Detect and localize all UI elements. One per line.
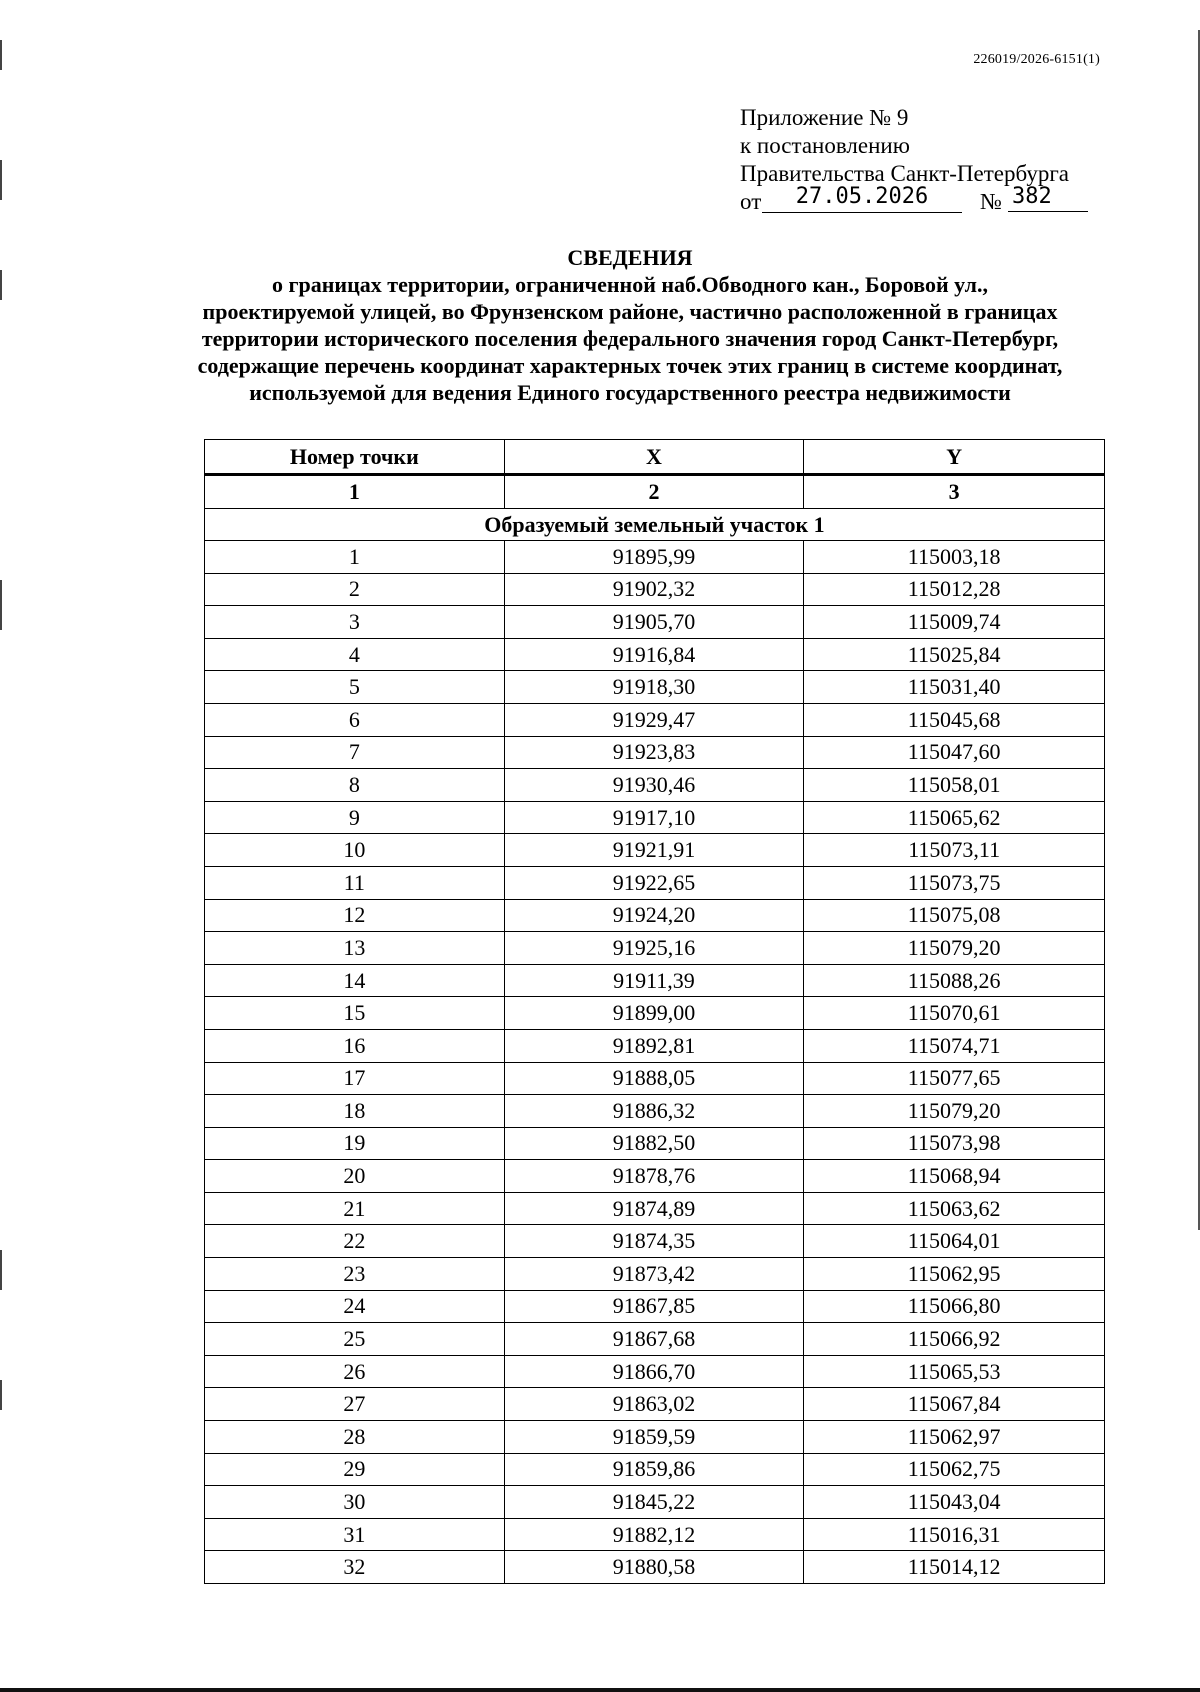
table-row (205, 1355, 1105, 1388)
point-number-cell: 9 (205, 801, 505, 834)
x-coordinate-cell: 91867,85 (504, 1290, 804, 1323)
point-number-cell: 10 (205, 834, 505, 867)
x-coordinate-cell: 91921,91 (504, 834, 804, 867)
point-number-cell: 24 (205, 1290, 505, 1323)
point-number-cell: 30 (205, 1486, 505, 1519)
column-number: 3 (804, 475, 1105, 509)
x-coordinate-cell: 91859,86 (504, 1453, 804, 1486)
resolution-number: 382 (1008, 182, 1088, 212)
y-coordinate-cell: 115073,98 (804, 1127, 1105, 1160)
point-number-cell: 31 (205, 1518, 505, 1551)
appendix-government: Правительства Санкт-Петербурга (740, 161, 1069, 186)
y-coordinate-cell: 115003,18 (804, 541, 1105, 574)
table-row (205, 1029, 1105, 1062)
point-number-cell: 16 (205, 1029, 505, 1062)
table-row (205, 1518, 1105, 1551)
date-prefix: от (740, 189, 762, 214)
table-row (205, 964, 1105, 997)
y-coordinate-cell: 115067,84 (804, 1388, 1105, 1421)
subtitle-line: используемой для ведения Единого государственного реестра недвижимости (249, 380, 1011, 405)
table-row (205, 1453, 1105, 1486)
x-coordinate-cell: 91878,76 (504, 1160, 804, 1193)
table-row (205, 1323, 1105, 1356)
x-coordinate-cell: 91888,05 (504, 1062, 804, 1095)
x-coordinate-cell: 91918,30 (504, 671, 804, 704)
document-registration-number: 226019/2026-6151(1) (973, 52, 1100, 67)
y-coordinate-cell: 115066,80 (804, 1290, 1105, 1323)
table-row (205, 606, 1105, 639)
y-coordinate-cell: 115014,12 (804, 1551, 1105, 1584)
point-number-cell: 20 (205, 1160, 505, 1193)
point-number-cell: 29 (205, 1453, 505, 1486)
x-coordinate-cell: 91867,68 (504, 1323, 804, 1356)
header-y: Y (804, 440, 1105, 475)
point-number-cell: 8 (205, 769, 505, 802)
point-number-cell: 7 (205, 736, 505, 769)
x-coordinate-cell: 91873,42 (504, 1258, 804, 1291)
point-number-cell: 18 (205, 1095, 505, 1128)
table-row (205, 834, 1105, 867)
x-coordinate-cell: 91874,35 (504, 1225, 804, 1258)
point-number-cell: 22 (205, 1225, 505, 1258)
x-coordinate-cell: 91905,70 (504, 606, 804, 639)
subtitle-line: содержащие перечень координат характерных точек этих границ в системе координат, (197, 353, 1063, 378)
table-row (205, 997, 1105, 1030)
point-number-cell: 6 (205, 703, 505, 736)
x-coordinate-cell: 91845,22 (504, 1486, 804, 1519)
table-row (205, 1127, 1105, 1160)
table-row (205, 1095, 1105, 1128)
table-row (205, 769, 1105, 802)
y-coordinate-cell: 115079,20 (804, 1095, 1105, 1128)
table-row (205, 1160, 1105, 1193)
point-number-cell: 21 (205, 1192, 505, 1225)
x-coordinate-cell: 91899,00 (504, 997, 804, 1030)
x-coordinate-cell: 91882,50 (504, 1127, 804, 1160)
x-coordinate-cell: 91886,32 (504, 1095, 804, 1128)
y-coordinate-cell: 115073,11 (804, 834, 1105, 867)
x-coordinate-cell: 91929,47 (504, 703, 804, 736)
table-row (205, 541, 1105, 574)
x-coordinate-cell: 91922,65 (504, 866, 804, 899)
x-coordinate-cell: 91866,70 (504, 1355, 804, 1388)
point-number-cell: 25 (205, 1323, 505, 1356)
subtitle-line: о границах территории, ограниченной наб.Обводного кан., Боровой ул., (272, 272, 988, 297)
table-row (205, 1551, 1105, 1584)
x-coordinate-cell: 91917,10 (504, 801, 804, 834)
appendix-title: Приложение № 9 (740, 105, 909, 130)
y-coordinate-cell: 115074,71 (804, 1029, 1105, 1062)
table-row (205, 899, 1105, 932)
table-row (205, 1486, 1105, 1519)
table-row (205, 1388, 1105, 1421)
point-number-cell: 2 (205, 573, 505, 606)
y-coordinate-cell: 115070,61 (804, 997, 1105, 1030)
x-coordinate-cell: 91892,81 (504, 1029, 804, 1062)
y-coordinate-cell: 115031,40 (804, 671, 1105, 704)
y-coordinate-cell: 115064,01 (804, 1225, 1105, 1258)
y-coordinate-cell: 115077,65 (804, 1062, 1105, 1095)
table-row (205, 866, 1105, 899)
point-number-cell: 5 (205, 671, 505, 704)
column-number-row (205, 475, 1105, 509)
point-number-cell: 32 (205, 1551, 505, 1584)
point-number-cell: 27 (205, 1388, 505, 1421)
table-row (205, 638, 1105, 671)
point-number-cell: 15 (205, 997, 505, 1030)
table-row (205, 1290, 1105, 1323)
x-coordinate-cell: 91916,84 (504, 638, 804, 671)
table-row (205, 932, 1105, 965)
y-coordinate-cell: 115079,20 (804, 932, 1105, 965)
x-coordinate-cell: 91902,32 (504, 573, 804, 606)
scan-left-edge (0, 0, 4, 1692)
point-number-cell: 14 (205, 964, 505, 997)
section-row (205, 509, 1105, 541)
coordinates-table (204, 439, 1105, 1584)
y-coordinate-cell: 115066,92 (804, 1323, 1105, 1356)
y-coordinate-cell: 115065,62 (804, 801, 1105, 834)
y-coordinate-cell: 115043,04 (804, 1486, 1105, 1519)
table-row (205, 703, 1105, 736)
appendix-block (740, 104, 1140, 216)
point-number-cell: 1 (205, 541, 505, 574)
y-coordinate-cell: 115058,01 (804, 769, 1105, 802)
appendix-resolution-label: к постановлению (740, 133, 910, 158)
point-number-cell: 3 (205, 606, 505, 639)
x-coordinate-cell: 91859,59 (504, 1421, 804, 1454)
y-coordinate-cell: 115075,08 (804, 899, 1105, 932)
header-point-number: Номер точки (205, 440, 505, 475)
table-row (205, 573, 1105, 606)
y-coordinate-cell: 115065,53 (804, 1355, 1105, 1388)
scan-bottom-edge (0, 1688, 1200, 1692)
y-coordinate-cell: 115062,75 (804, 1453, 1105, 1486)
y-coordinate-cell: 115073,75 (804, 866, 1105, 899)
y-coordinate-cell: 115009,74 (804, 606, 1105, 639)
point-number-cell: 17 (205, 1062, 505, 1095)
column-number: 2 (504, 475, 804, 509)
appendix-date-line (740, 184, 1140, 216)
table-header-row (205, 440, 1105, 475)
point-number-cell: 11 (205, 866, 505, 899)
x-coordinate-cell: 91911,39 (504, 964, 804, 997)
point-number-cell: 19 (205, 1127, 505, 1160)
point-number-cell: 13 (205, 932, 505, 965)
x-coordinate-cell: 91895,99 (504, 541, 804, 574)
number-sign: № (980, 189, 1002, 214)
subtitle-line: территории исторического поселения федерального значения город Санкт-Петербург, (201, 326, 1059, 351)
table-row (205, 1192, 1105, 1225)
point-number-cell: 23 (205, 1258, 505, 1291)
document-title-block (130, 244, 1130, 406)
y-coordinate-cell: 115016,31 (804, 1518, 1105, 1551)
y-coordinate-cell: 115025,84 (804, 638, 1105, 671)
y-coordinate-cell: 115047,60 (804, 736, 1105, 769)
point-number-cell: 12 (205, 899, 505, 932)
x-coordinate-cell: 91930,46 (504, 769, 804, 802)
x-coordinate-cell: 91924,20 (504, 899, 804, 932)
subtitle-line: проектируемой улицей, во Фрунзенском районе, частично расположенной в границах (202, 299, 1058, 324)
x-coordinate-cell: 91882,12 (504, 1518, 804, 1551)
table-row (205, 1258, 1105, 1291)
table-row (205, 801, 1105, 834)
y-coordinate-cell: 115068,94 (804, 1160, 1105, 1193)
table-row (205, 671, 1105, 704)
coordinates-body (205, 541, 1105, 1584)
x-coordinate-cell: 91863,02 (504, 1388, 804, 1421)
y-coordinate-cell: 115062,97 (804, 1421, 1105, 1454)
y-coordinate-cell: 115012,28 (804, 573, 1105, 606)
column-number: 1 (205, 475, 505, 509)
table-row (205, 1421, 1105, 1454)
x-coordinate-cell: 91925,16 (504, 932, 804, 965)
x-coordinate-cell: 91880,58 (504, 1551, 804, 1584)
point-number-cell: 26 (205, 1355, 505, 1388)
y-coordinate-cell: 115062,95 (804, 1258, 1105, 1291)
table-row (205, 736, 1105, 769)
x-coordinate-cell: 91874,89 (504, 1192, 804, 1225)
section-title: Образуемый земельный участок 1 (205, 509, 1105, 541)
document-title: СВЕДЕНИЯ (567, 245, 693, 270)
y-coordinate-cell: 115063,62 (804, 1192, 1105, 1225)
header-x: X (504, 440, 804, 475)
point-number-cell: 4 (205, 638, 505, 671)
y-coordinate-cell: 115088,26 (804, 964, 1105, 997)
y-coordinate-cell: 115045,68 (804, 703, 1105, 736)
table-row (205, 1062, 1105, 1095)
x-coordinate-cell: 91923,83 (504, 736, 804, 769)
point-number-cell: 28 (205, 1421, 505, 1454)
table-row (205, 1225, 1105, 1258)
resolution-date: 27.05.2026 (762, 182, 962, 213)
